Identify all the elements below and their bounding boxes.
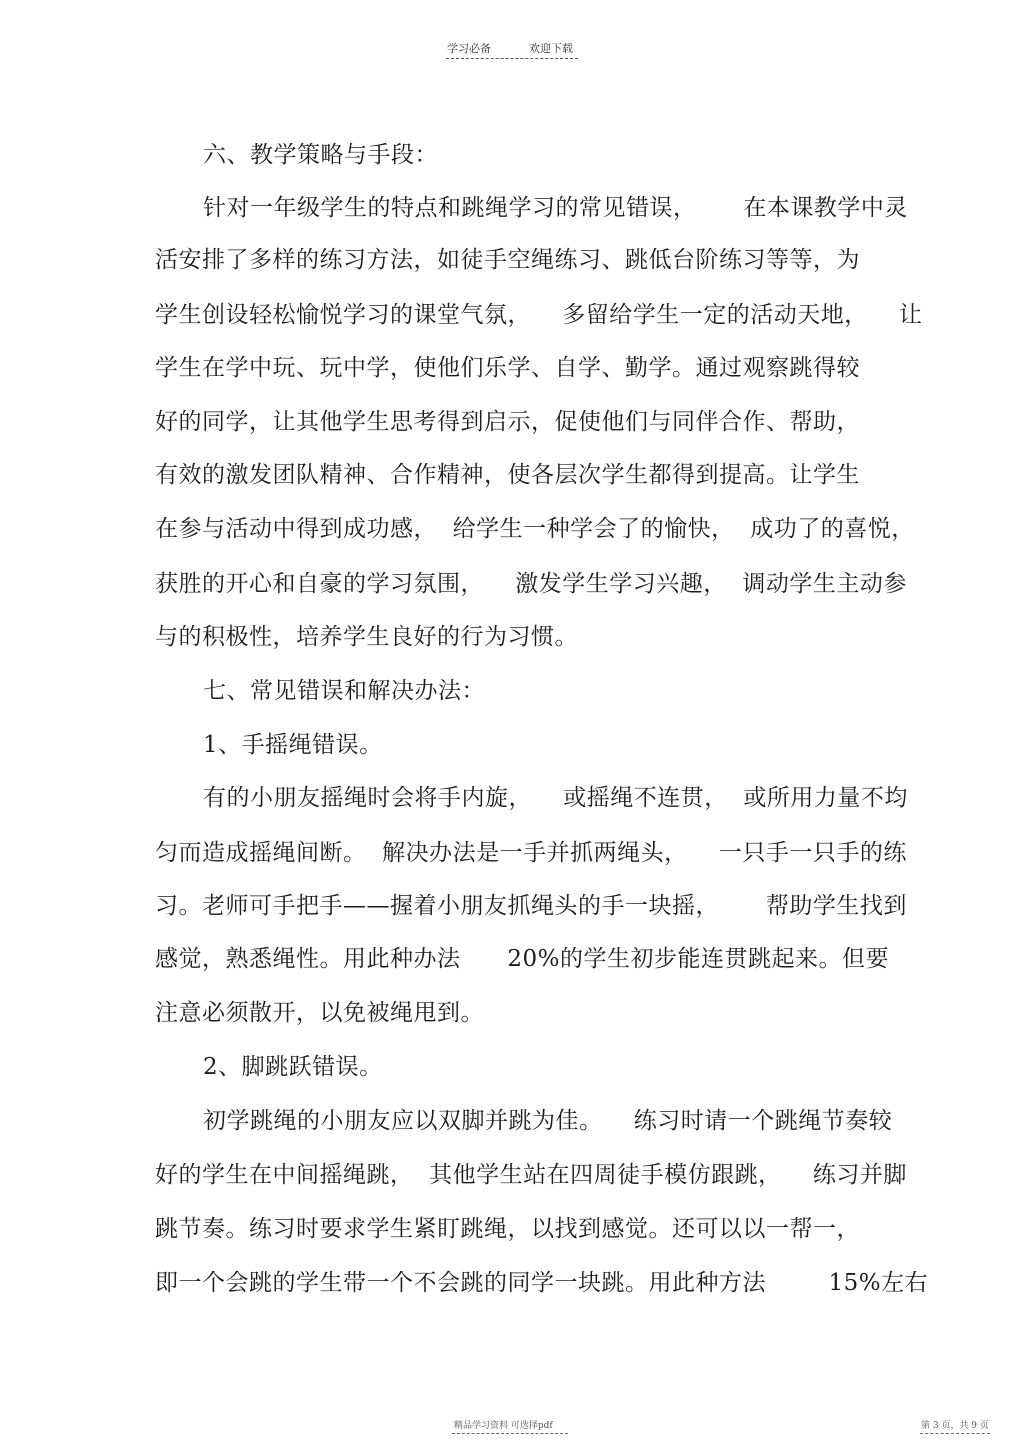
paragraph-line: 活安排了多样的练习方法，如徒手空绳练习、跳低台阶练习等等，为	[155, 247, 860, 273]
paragraph-line: 感觉，熟悉绳性。用此种办法 20%的学生初步能连贯跳起来。但要	[155, 946, 889, 972]
section-heading: 六、教学策略与手段：	[203, 142, 438, 168]
header-left-text: 学习必备	[447, 42, 491, 55]
paragraph-line: 好的同学，让其他学生思考得到启示，促使他们与同伴合作、帮助，	[155, 409, 860, 435]
paragraph-line: 跳节奏。练习时要求学生紧盯跳绳，以找到感觉。还可以以一帮一，	[155, 1216, 860, 1242]
paragraph-line: 注意必须散开，以免被绳甩到。	[155, 1000, 484, 1026]
page-number: 第 3 页，共 9 页	[921, 1421, 989, 1431]
section-heading: 七、常见错误和解决办法：	[203, 678, 485, 704]
paragraph-line: 初学跳绳的小朋友应以双脚并跳为佳。 练习时请一个跳绳节奏较	[203, 1108, 893, 1134]
paragraph-line: 匀而造成摇绳间断。 解决办法是一手并抓两绳头， 一只手一只手的练	[155, 840, 907, 866]
paragraph-line: 针对一年级学生的特点和跳绳学习的常见错误， 在本课教学中灵	[203, 195, 908, 221]
paragraph-line: 学生在学中玩、玩中学，使他们乐学、自学、勤学。通过观察跳得较	[155, 355, 860, 381]
subsection-heading: 2、脚跳跃错误。	[203, 1054, 383, 1080]
subsection-heading: 1、手摇绳错误。	[203, 732, 383, 758]
paragraph-line: 获胜的开心和自豪的学习氛围， 激发学生学习兴趣， 调动学生主动参	[155, 571, 907, 597]
footer-left-text: 精品学习资料 可选择pdf	[454, 1421, 553, 1431]
footer-right-divider	[920, 1433, 990, 1434]
paragraph-line: 与的积极性，培养学生良好的行为习惯。	[155, 624, 578, 650]
paragraph-line: 习。老师可手把手——握着小朋友抓绳头的手一块摇， 帮助学生找到	[155, 893, 907, 919]
paragraph-line: 有的小朋友摇绳时会将手内旋， 或摇绳不连贯， 或所用力量不均	[203, 785, 908, 811]
paragraph-line: 即一个会跳的学生带一个不会跳的同学一块跳。用此种方法 15%左右	[155, 1270, 929, 1296]
header-divider	[446, 58, 578, 59]
paragraph-line: 有效的激发团队精神、合作精神，使各层次学生都得到提高。让学生	[155, 462, 860, 488]
page-header	[447, 40, 573, 56]
paragraph-line: 学生创设轻松愉悦学习的课堂气氛， 多留给学生一定的活动天地， 让	[155, 302, 923, 328]
paragraph-line: 在参与活动中得到成功感， 给学生一种学会了的愉快， 成功了的喜悦，	[155, 516, 915, 542]
header-right-text: 欢迎下载	[529, 42, 573, 55]
footer-left-divider	[452, 1433, 568, 1434]
paragraph-line: 好的学生在中间摇绳跳， 其他学生站在四周徒手模仿跟跳， 练习并脚	[155, 1162, 907, 1188]
